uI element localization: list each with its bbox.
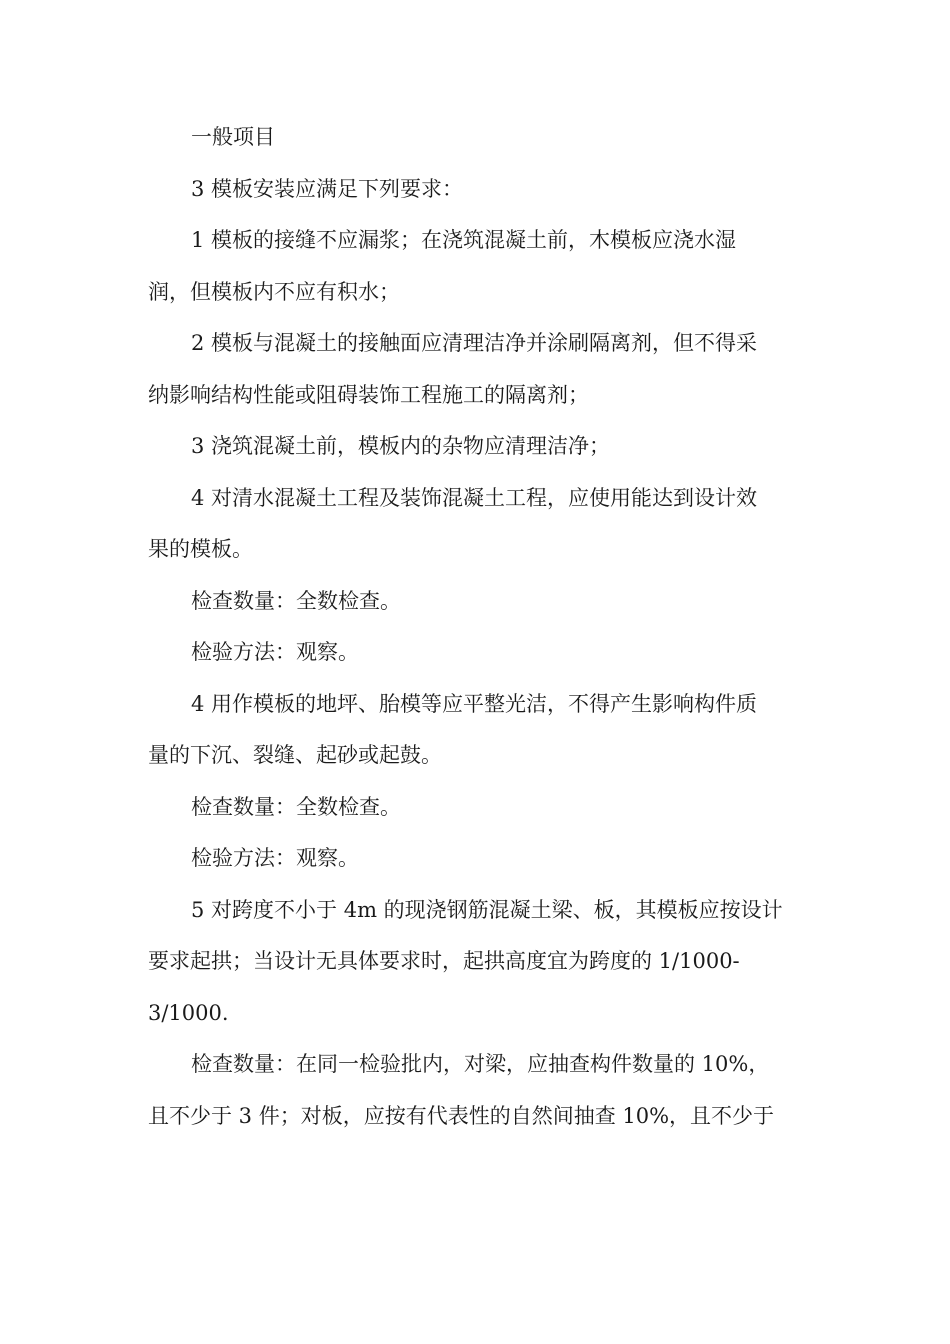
paragraph: [148, 215, 813, 318]
text-line: 检验方法：观察。: [191, 640, 359, 664]
paragraph: [148, 679, 813, 782]
text-line: 且不少于 3 件；对板，应按有代表性的自然间抽查 10%，且不少于: [148, 1103, 775, 1128]
paragraph: [148, 833, 813, 885]
paragraph: [148, 1039, 813, 1142]
paragraph: [148, 473, 813, 576]
text-line: 2 模板与混凝土的接触面应清理洁净并涂刷隔离剂，但不得采: [191, 331, 758, 355]
paragraph: [148, 885, 813, 1040]
text-line: 纳影响结构性能或阻碍装饰工程施工的隔离剂；: [148, 382, 589, 407]
document-body: [148, 112, 813, 1142]
text-line: 4 用作模板的地坪、胎模等应平整光洁，不得产生影响构件质: [191, 691, 758, 716]
paragraph: [148, 318, 813, 421]
paragraph: [148, 627, 813, 679]
section-heading: [148, 112, 813, 164]
text-line: 3 模板安装应满足下列要求：: [191, 176, 464, 201]
text-line: 果的模板。: [148, 537, 253, 561]
text-line: 检验方法：观察。: [191, 846, 359, 870]
text-line: 量的下沉、裂缝、起砂或起鼓。: [148, 743, 442, 767]
paragraph: [148, 576, 813, 628]
text-line: 3 浇筑混凝土前，模板内的杂物应清理洁净；: [191, 434, 611, 458]
text-line: 检查数量：在同一检验批内，对梁，应抽查构件数量的 10%，: [191, 1052, 770, 1076]
text-line: 1 模板的接缝不应漏浆；在浇筑混凝土前，木模板应浇水湿: [191, 228, 737, 252]
text-line: 要求起拱；当设计无具体要求时，起拱高度宜为跨度的 1/1000-: [148, 949, 740, 973]
text-line: 检查数量：全数检查。: [191, 794, 401, 819]
paragraph: [148, 421, 813, 473]
text-line: 5 对跨度不小于 4m 的现浇钢筋混凝土梁、板，其模板应按设计: [191, 897, 783, 922]
text-line: 4 对清水混凝土工程及装饰混凝土工程，应使用能达到设计效: [191, 485, 758, 510]
text-line: 3/1000.: [148, 1000, 229, 1025]
text-line: 润，但模板内不应有积水；: [148, 279, 400, 304]
text-line: 一般项目: [191, 125, 275, 149]
paragraph: [148, 782, 813, 834]
paragraph: [148, 164, 813, 216]
text-line: 检查数量：全数检查。: [191, 588, 401, 613]
